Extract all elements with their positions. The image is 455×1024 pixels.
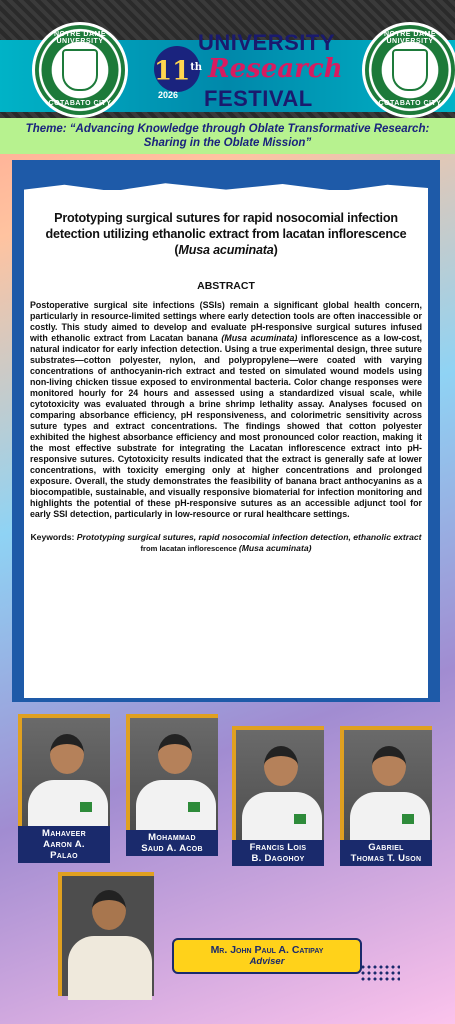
researcher-photo-4 bbox=[340, 726, 432, 854]
researcher-name-1 bbox=[18, 826, 110, 863]
keywords bbox=[30, 532, 422, 554]
festival-title-line3: FESTIVAL bbox=[204, 86, 313, 111]
seal-right-top-text: NOTRE DAME UNIVERSITY bbox=[383, 31, 437, 45]
dot-pattern-icon bbox=[360, 964, 400, 982]
abstract-card bbox=[24, 190, 428, 698]
researcher-photo-3 bbox=[232, 726, 324, 854]
edition-number: 11 bbox=[154, 56, 191, 87]
abstract-heading: ABSTRACT bbox=[197, 280, 255, 292]
seal-left-shield-icon bbox=[62, 49, 98, 91]
strand-line2: and Mathematics (STEM) strand bbox=[134, 681, 318, 693]
researcher-photo-1 bbox=[18, 714, 110, 842]
person-icon bbox=[158, 734, 192, 774]
researcher-3-line1: Francis Lois bbox=[249, 842, 307, 853]
seal-right-bottom-text: COTABATO CITY bbox=[378, 100, 442, 107]
researcher-name-4 bbox=[340, 840, 432, 866]
strand-label bbox=[12, 668, 440, 694]
paper-title bbox=[30, 200, 422, 258]
abstract-italic: (Musa acuminata) bbox=[221, 333, 298, 343]
university-seal-left-icon bbox=[32, 22, 128, 118]
theme-line2: Sharing in the Oblate Mission” bbox=[143, 137, 312, 149]
researcher-1-line3: Palao bbox=[50, 850, 78, 861]
researcher-photo-2 bbox=[126, 714, 218, 842]
adviser-photo bbox=[58, 872, 154, 996]
theme-line1: Theme: “Advancing Knowledge through Oblate Transformative Research: bbox=[25, 123, 430, 135]
seal-left-bottom-text: COTABATO CITY bbox=[48, 100, 112, 107]
abstract-part2: inflorescence as a low-cost, natural indicator for early infection detection. Using a true experimental design, three suture substrates—cotton polyester, nylon, and polypropylene—were coated with varying concentrations of anthocyanin-rich extract and tested on simulated wound models using non-living chicken tissue exposed to environmental bacteria. Color change responses were monitored hourly for 24 hours and assessed using a standardized visual scale, while cytotoxicity was evaluated through a brine shrimp lethality assay. Analyses focused on comparing absorbance efficiency, pH responsiveness, and colorimetric sensitivity across suture types and extract concentrations. The findings showed that cotton polyester exhibited the highest absorbance efficiency and most pronounced color reaction, making it the most effective substrate for integrating the Lacatan inflorescence extract into pH-responsive sutures. Cytotoxicity results indicated that the extract is generally safe at lower concentrations, with toxicity emerging only at higher concentrations and prolonged exposure. Overall, the study demonstrates the feasibility of banana bract anthocyanins as a biocompatible, sustainable, and visually responsive biomaterial for infection monitoring and highlights the potential of these pH-responsive sutures as an accessible adjunct tool for early SSI detection, particularly in low-resource or rural healthcare settings. bbox=[30, 333, 422, 519]
keywords-plain: from lacatan inflorescence bbox=[140, 544, 239, 553]
keywords-italic: Prototyping surgical sutures, rapid nosocomial infection detection, ethanolic extract bbox=[76, 532, 422, 542]
researcher-2-line2: Saud A. Acob bbox=[141, 843, 203, 854]
abstract-panel bbox=[12, 160, 440, 702]
researcher-name-2 bbox=[126, 830, 218, 856]
researcher-name-3 bbox=[232, 840, 324, 866]
person-icon bbox=[264, 746, 298, 786]
edition-suffix: th bbox=[190, 62, 203, 73]
paper-title-italic: Musa acuminata bbox=[178, 243, 274, 257]
researcher-1-line2: Aaron A. bbox=[43, 839, 85, 850]
keywords-label: Keywords: bbox=[30, 532, 77, 542]
adviser-role: Adviser bbox=[249, 956, 285, 967]
paper-title-end: ) bbox=[273, 243, 278, 257]
theme-bar bbox=[0, 118, 455, 154]
festival-year: 2026 bbox=[158, 90, 179, 100]
researcher-2-line1: Mohammad bbox=[148, 832, 196, 843]
festival-logo bbox=[148, 24, 348, 116]
person-icon bbox=[372, 746, 406, 786]
abstract-part1: Postoperative surgical site infections (SSIs) remain a significant global health concern, particularly in resource-limited settings where early detection tools are often inaccessible or costly. This study aimed to develop and evaluate pH-responsive surgical sutures infused with ethanolic extract from Lacatan banana bbox=[30, 300, 422, 343]
festival-title-line2: Research bbox=[208, 54, 343, 84]
adviser-name: Mr. John Paul A. Catipay bbox=[210, 944, 324, 956]
strand-line1: Science, Technology, Engineering, bbox=[121, 668, 331, 680]
adviser-tag bbox=[172, 938, 362, 974]
university-seal-right-icon bbox=[362, 22, 455, 118]
seal-right-shield-icon bbox=[392, 49, 428, 91]
paper-title-main: Prototyping surgical sutures for rapid nosocomial infection detection utilizing ethanolic extract from lacatan inflorescence ( bbox=[45, 211, 407, 257]
festival-title-line1: UNIVERSITY bbox=[198, 30, 336, 55]
edition-badge bbox=[154, 46, 203, 92]
abstract-text bbox=[30, 300, 422, 520]
researcher-4-line1: Gabriel bbox=[368, 842, 404, 853]
keywords-end: (Musa acuminata) bbox=[238, 543, 312, 553]
person-icon bbox=[92, 890, 126, 930]
researcher-1-line1: Mahaveer bbox=[41, 828, 87, 839]
person-icon bbox=[50, 734, 84, 774]
researcher-3-line2: B. Dagohoy bbox=[251, 853, 305, 864]
researcher-4-line2: Thomas T. Uson bbox=[350, 853, 422, 864]
seal-left-top-text: NOTRE DAME UNIVERSITY bbox=[53, 31, 107, 45]
